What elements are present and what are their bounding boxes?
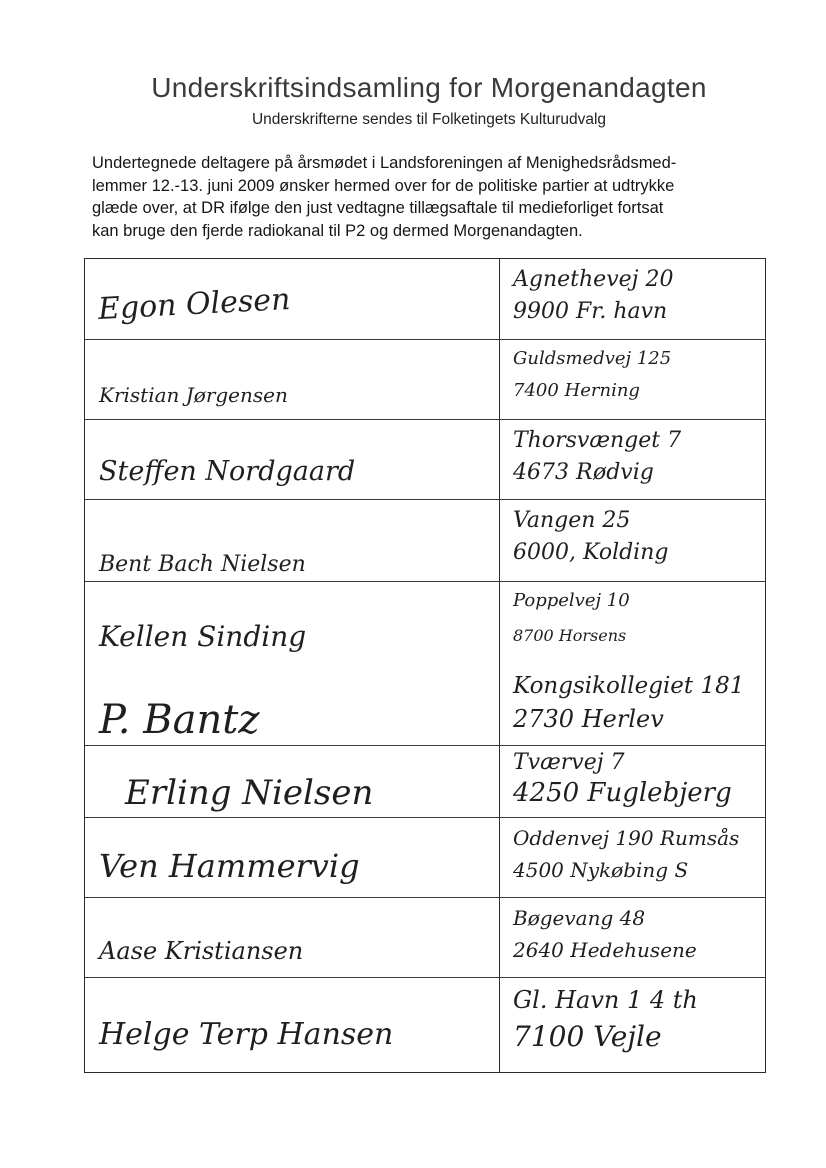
address-street: Oddenvej 190 Rumsås — [513, 826, 740, 850]
signature-cell — [85, 340, 499, 419]
handwritten-signature: Kristian Jørgensen — [99, 383, 288, 407]
intro-line: lemmer 12.-13. juni 2009 ønsker hermed over for de politiske partier at udtrykke — [92, 176, 675, 195]
signature-row — [85, 339, 765, 419]
address-cell — [501, 500, 767, 581]
address-street: Vangen 25 — [513, 508, 631, 533]
address-street: Bøgevang 48 — [513, 906, 646, 930]
address-city: 8700 Horsens — [513, 626, 627, 645]
intro-line: kan bruge den fjerde radiokanal til P2 og dermed Morgenandagten. — [92, 221, 583, 240]
page-title: Underskriftsindsamling for Morgenandagten — [151, 72, 707, 103]
handwritten-signature: Erling Nielsen — [125, 773, 374, 813]
page-subtitle: Underskrifterne sendes til Folketingets Kulturudvalg — [251, 111, 607, 128]
address-cell — [501, 898, 767, 977]
address-city: 2730 Herlev — [513, 705, 664, 733]
signature-cell — [85, 259, 499, 339]
address-city: 9900 Fr. havn — [513, 299, 668, 324]
signature-cell — [85, 818, 499, 897]
signature-row — [85, 745, 765, 817]
address-street: Kongsikollegiet 181 — [513, 673, 745, 699]
address-cell — [501, 978, 767, 1074]
handwritten-signature: P. Bantz — [99, 697, 260, 743]
address-city: 2640 Hedehusene — [513, 938, 697, 962]
address-street: Thorsvænget 7 — [513, 428, 682, 453]
address-cell — [501, 259, 767, 339]
signature-row — [85, 817, 765, 897]
address-street: Guldsmedvej 125 — [513, 348, 672, 369]
handwritten-signature: Steffen Nordgaard — [99, 456, 356, 487]
signature-row — [85, 665, 765, 745]
address-city: 7100 Vejle — [513, 1020, 662, 1053]
signature-cell — [85, 898, 499, 977]
signature-cell — [85, 500, 499, 581]
address-cell — [501, 665, 767, 745]
signature-row — [85, 581, 765, 665]
signature-cell — [85, 978, 499, 1074]
handwritten-signature: Egon Olesen — [97, 281, 292, 327]
signature-cell — [85, 420, 499, 499]
signature-row — [85, 977, 765, 1074]
handwritten-signature: Helge Terp Hansen — [99, 1017, 394, 1052]
address-city: 4673 Rødvig — [513, 460, 654, 485]
address-street: Poppelvej 10 — [513, 590, 630, 611]
address-cell — [501, 746, 767, 817]
signature-cell — [85, 582, 499, 665]
address-city: 4250 Fuglebjerg — [513, 778, 732, 808]
address-street: Tværvej 7 — [513, 750, 625, 775]
signature-row — [85, 499, 765, 581]
signature-row — [85, 419, 765, 499]
signature-table — [84, 258, 766, 1073]
intro-line: glæde over, at DR ifølge den just vedtagne tillægsaftale til medieforliget fortsat — [92, 199, 664, 217]
address-street: Gl. Havn 1 4 th — [513, 986, 698, 1014]
signature-row — [85, 897, 765, 977]
address-cell — [501, 818, 767, 897]
handwritten-signature: Aase Kristiansen — [99, 937, 304, 965]
handwritten-signature: Ven Hammervig — [99, 847, 360, 885]
signature-cell — [85, 746, 499, 817]
signature-row — [85, 259, 765, 339]
address-city: 6000, Kolding — [513, 540, 669, 565]
address-cell — [501, 420, 767, 499]
handwritten-signature: Kellen Sinding — [99, 620, 307, 653]
address-city: 4500 Nykøbing S — [513, 858, 689, 882]
address-city: 7400 Herning — [513, 380, 640, 401]
address-street: Agnethevej 20 — [513, 267, 674, 292]
intro-line: Undertegnede deltagere på årsmødet i Landsforeningen af Menighedsrådsmed- — [92, 154, 677, 172]
intro-paragraph — [92, 152, 782, 242]
handwritten-signature: Bent Bach Nielsen — [99, 552, 306, 577]
signature-cell — [85, 665, 499, 745]
address-cell — [501, 582, 767, 665]
address-cell — [501, 340, 767, 419]
